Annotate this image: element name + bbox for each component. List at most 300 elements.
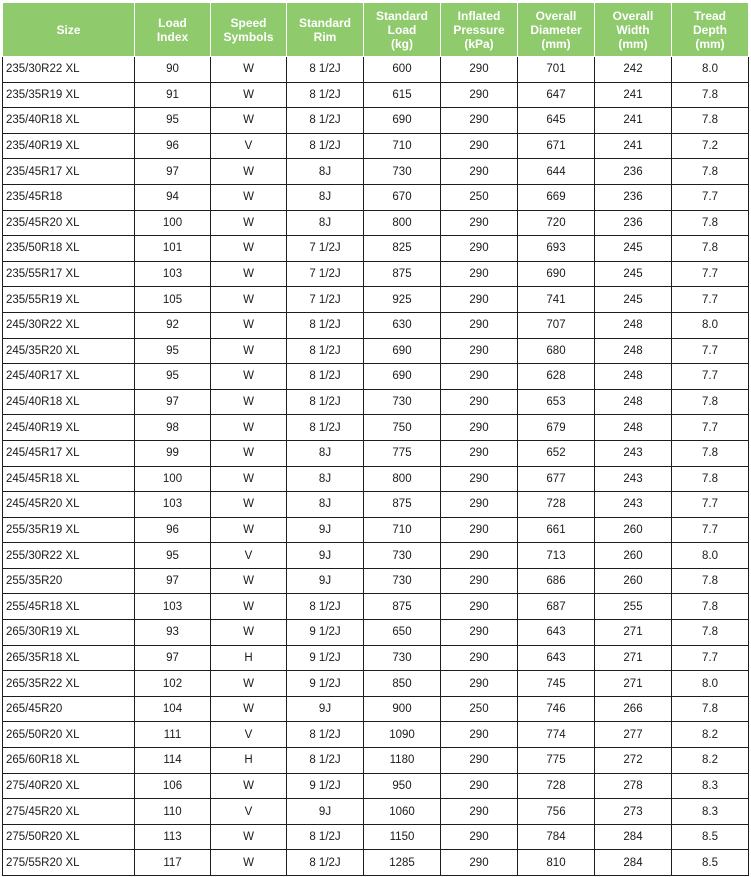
- cell-overall-width: 248: [595, 415, 672, 441]
- cell-standard-load: 650: [364, 620, 441, 646]
- column-header-overall-width: [595, 3, 672, 57]
- cell-inflated-pressure: 290: [441, 108, 518, 134]
- cell-standard-rim: 9J: [287, 799, 364, 825]
- column-header-line: Load: [158, 15, 187, 30]
- table-row: [3, 287, 749, 313]
- cell-standard-load: 730: [364, 645, 441, 671]
- cell-overall-width: 243: [595, 440, 672, 466]
- column-header-standard-load: [364, 3, 441, 57]
- cell-standard-rim: 8 1/2J: [287, 338, 364, 364]
- table-row: [3, 620, 749, 646]
- cell-tread-depth: 8.0: [672, 312, 749, 338]
- cell-overall-diameter: 693: [518, 236, 595, 262]
- table-row: [3, 440, 749, 466]
- cell-load-index: 91: [135, 82, 211, 108]
- table-row: [3, 517, 749, 543]
- cell-overall-width: 243: [595, 492, 672, 518]
- cell-speed-symbols: W: [211, 108, 287, 134]
- cell-standard-load: 800: [364, 466, 441, 492]
- cell-load-index: 111: [135, 722, 211, 748]
- cell-overall-width: 245: [595, 236, 672, 262]
- column-header-line: Tread: [693, 8, 726, 23]
- cell-overall-diameter: 687: [518, 594, 595, 620]
- cell-load-index: 94: [135, 184, 211, 210]
- cell-size: 275/55R20 XL: [3, 850, 135, 876]
- cell-size: 245/30R22 XL: [3, 312, 135, 338]
- table-row: [3, 364, 749, 390]
- cell-standard-rim: 8 1/2J: [287, 57, 364, 83]
- cell-load-index: 97: [135, 389, 211, 415]
- cell-standard-rim: 8 1/2J: [287, 82, 364, 108]
- cell-speed-symbols: W: [211, 389, 287, 415]
- table-row: [3, 594, 749, 620]
- cell-tread-depth: 8.0: [672, 57, 749, 83]
- cell-speed-symbols: W: [211, 517, 287, 543]
- cell-overall-diameter: 643: [518, 645, 595, 671]
- cell-tread-depth: 7.8: [672, 236, 749, 262]
- cell-overall-diameter: 644: [518, 159, 595, 185]
- cell-size: 245/40R19 XL: [3, 415, 135, 441]
- table-row: [3, 568, 749, 594]
- cell-standard-load: 690: [364, 338, 441, 364]
- cell-overall-width: 241: [595, 82, 672, 108]
- column-header-line: Depth: [693, 22, 727, 37]
- table-row: [3, 389, 749, 415]
- cell-load-index: 95: [135, 338, 211, 364]
- cell-speed-symbols: W: [211, 850, 287, 876]
- cell-standard-rim: 7 1/2J: [287, 287, 364, 313]
- cell-standard-rim: 8J: [287, 159, 364, 185]
- column-header-line: Speed: [230, 15, 267, 30]
- cell-size: 235/40R18 XL: [3, 108, 135, 134]
- cell-tread-depth: 8.2: [672, 748, 749, 774]
- cell-load-index: 95: [135, 108, 211, 134]
- cell-inflated-pressure: 290: [441, 850, 518, 876]
- cell-overall-width: 272: [595, 748, 672, 774]
- cell-standard-load: 750: [364, 415, 441, 441]
- table-row: [3, 415, 749, 441]
- cell-standard-load: 670: [364, 184, 441, 210]
- cell-size: 235/50R18 XL: [3, 236, 135, 262]
- cell-size: 265/45R20: [3, 696, 135, 722]
- cell-tread-depth: 7.7: [672, 415, 749, 441]
- cell-size: 255/35R19 XL: [3, 517, 135, 543]
- cell-standard-rim: 8J: [287, 492, 364, 518]
- cell-inflated-pressure: 290: [441, 57, 518, 83]
- cell-size: 235/55R17 XL: [3, 261, 135, 287]
- cell-load-index: 95: [135, 543, 211, 569]
- cell-standard-load: 1060: [364, 799, 441, 825]
- cell-speed-symbols: W: [211, 466, 287, 492]
- table-body: [3, 57, 749, 876]
- cell-inflated-pressure: 290: [441, 620, 518, 646]
- cell-overall-width: 236: [595, 184, 672, 210]
- cell-standard-load: 730: [364, 159, 441, 185]
- cell-tread-depth: 8.5: [672, 850, 749, 876]
- column-header-line: (mm): [618, 36, 648, 51]
- table-row: [3, 338, 749, 364]
- cell-inflated-pressure: 290: [441, 748, 518, 774]
- table-header-row: [3, 3, 749, 57]
- cell-inflated-pressure: 290: [441, 466, 518, 492]
- cell-size: 245/40R17 XL: [3, 364, 135, 390]
- cell-tread-depth: 7.8: [672, 159, 749, 185]
- cell-standard-load: 730: [364, 543, 441, 569]
- cell-speed-symbols: W: [211, 415, 287, 441]
- cell-inflated-pressure: 290: [441, 364, 518, 390]
- cell-standard-load: 950: [364, 773, 441, 799]
- cell-overall-diameter: 713: [518, 543, 595, 569]
- cell-standard-rim: 9 1/2J: [287, 645, 364, 671]
- cell-load-index: 113: [135, 824, 211, 850]
- cell-overall-width: 245: [595, 287, 672, 313]
- table-row: [3, 492, 749, 518]
- cell-speed-symbols: H: [211, 748, 287, 774]
- cell-standard-load: 825: [364, 236, 441, 262]
- cell-load-index: 106: [135, 773, 211, 799]
- cell-load-index: 117: [135, 850, 211, 876]
- cell-load-index: 97: [135, 568, 211, 594]
- cell-tread-depth: 7.8: [672, 440, 749, 466]
- cell-speed-symbols: W: [211, 620, 287, 646]
- cell-overall-width: 243: [595, 466, 672, 492]
- cell-standard-load: 710: [364, 517, 441, 543]
- cell-inflated-pressure: 290: [441, 594, 518, 620]
- table-row: [3, 108, 749, 134]
- cell-overall-diameter: 679: [518, 415, 595, 441]
- column-header-line: (kg): [391, 36, 413, 51]
- cell-overall-width: 236: [595, 210, 672, 236]
- cell-standard-rim: 9J: [287, 543, 364, 569]
- cell-tread-depth: 7.8: [672, 82, 749, 108]
- cell-size: 245/40R18 XL: [3, 389, 135, 415]
- table-row: [3, 671, 749, 697]
- cell-inflated-pressure: 290: [441, 236, 518, 262]
- cell-overall-diameter: 677: [518, 466, 595, 492]
- cell-standard-rim: 9J: [287, 517, 364, 543]
- cell-tread-depth: 7.7: [672, 261, 749, 287]
- cell-tread-depth: 8.5: [672, 824, 749, 850]
- cell-load-index: 103: [135, 261, 211, 287]
- cell-overall-diameter: 671: [518, 133, 595, 159]
- cell-standard-rim: 8 1/2J: [287, 133, 364, 159]
- table-row: [3, 824, 749, 850]
- cell-speed-symbols: W: [211, 568, 287, 594]
- cell-standard-load: 630: [364, 312, 441, 338]
- cell-standard-load: 690: [364, 364, 441, 390]
- cell-speed-symbols: W: [211, 594, 287, 620]
- cell-inflated-pressure: 290: [441, 312, 518, 338]
- cell-standard-load: 875: [364, 594, 441, 620]
- cell-standard-load: 600: [364, 57, 441, 83]
- cell-overall-diameter: 628: [518, 364, 595, 390]
- cell-overall-diameter: 652: [518, 440, 595, 466]
- cell-load-index: 92: [135, 312, 211, 338]
- cell-speed-symbols: W: [211, 261, 287, 287]
- cell-tread-depth: 7.7: [672, 645, 749, 671]
- cell-load-index: 101: [135, 236, 211, 262]
- cell-overall-width: 271: [595, 620, 672, 646]
- column-header-line: Standard: [298, 15, 351, 30]
- cell-tread-depth: 7.7: [672, 287, 749, 313]
- column-header-line: Inflated: [457, 8, 501, 23]
- column-header-line: (mm): [541, 36, 571, 51]
- cell-speed-symbols: W: [211, 364, 287, 390]
- cell-overall-diameter: 810: [518, 850, 595, 876]
- cell-overall-diameter: 661: [518, 517, 595, 543]
- cell-size: 255/30R22 XL: [3, 543, 135, 569]
- cell-size: 275/45R20 XL: [3, 799, 135, 825]
- cell-speed-symbols: V: [211, 722, 287, 748]
- cell-size: 245/45R20 XL: [3, 492, 135, 518]
- cell-standard-load: 875: [364, 261, 441, 287]
- cell-standard-rim: 9 1/2J: [287, 773, 364, 799]
- cell-overall-diameter: 745: [518, 671, 595, 697]
- table-row: [3, 543, 749, 569]
- cell-inflated-pressure: 290: [441, 261, 518, 287]
- cell-standard-rim: 8 1/2J: [287, 108, 364, 134]
- column-header-line: (mm): [695, 36, 725, 51]
- cell-overall-diameter: 728: [518, 773, 595, 799]
- column-header-line: Load: [387, 22, 417, 37]
- cell-load-index: 103: [135, 492, 211, 518]
- cell-standard-rim: 9J: [287, 568, 364, 594]
- cell-size: 275/40R20 XL: [3, 773, 135, 799]
- cell-load-index: 98: [135, 415, 211, 441]
- cell-tread-depth: 7.7: [672, 492, 749, 518]
- cell-speed-symbols: W: [211, 773, 287, 799]
- cell-speed-symbols: V: [211, 799, 287, 825]
- cell-inflated-pressure: 290: [441, 824, 518, 850]
- cell-tread-depth: 7.7: [672, 517, 749, 543]
- cell-overall-diameter: 690: [518, 261, 595, 287]
- cell-tread-depth: 7.8: [672, 696, 749, 722]
- cell-overall-diameter: 720: [518, 210, 595, 236]
- cell-overall-width: 260: [595, 543, 672, 569]
- cell-tread-depth: 7.7: [672, 364, 749, 390]
- cell-speed-symbols: W: [211, 440, 287, 466]
- tire-spec-table-container: [2, 2, 749, 876]
- table-row: [3, 850, 749, 876]
- cell-load-index: 93: [135, 620, 211, 646]
- cell-speed-symbols: W: [211, 287, 287, 313]
- cell-overall-diameter: 775: [518, 748, 595, 774]
- cell-overall-width: 255: [595, 594, 672, 620]
- cell-standard-rim: 8 1/2J: [287, 389, 364, 415]
- cell-inflated-pressure: 290: [441, 210, 518, 236]
- cell-tread-depth: 7.8: [672, 466, 749, 492]
- column-header-line: Overall: [612, 8, 654, 23]
- cell-inflated-pressure: 290: [441, 440, 518, 466]
- cell-standard-load: 1150: [364, 824, 441, 850]
- cell-speed-symbols: W: [211, 312, 287, 338]
- cell-load-index: 110: [135, 799, 211, 825]
- table-row: [3, 159, 749, 185]
- cell-standard-rim: 8 1/2J: [287, 364, 364, 390]
- cell-tread-depth: 8.0: [672, 543, 749, 569]
- cell-tread-depth: 7.8: [672, 620, 749, 646]
- cell-standard-rim: 9 1/2J: [287, 671, 364, 697]
- cell-size: 235/30R22 XL: [3, 57, 135, 83]
- cell-overall-width: 248: [595, 312, 672, 338]
- cell-inflated-pressure: 290: [441, 82, 518, 108]
- cell-size: 235/45R18: [3, 184, 135, 210]
- table-row: [3, 82, 749, 108]
- cell-inflated-pressure: 290: [441, 671, 518, 697]
- cell-standard-load: 615: [364, 82, 441, 108]
- cell-tread-depth: 7.8: [672, 210, 749, 236]
- cell-overall-diameter: 686: [518, 568, 595, 594]
- cell-inflated-pressure: 290: [441, 159, 518, 185]
- cell-load-index: 99: [135, 440, 211, 466]
- cell-speed-symbols: V: [211, 543, 287, 569]
- cell-inflated-pressure: 290: [441, 415, 518, 441]
- cell-speed-symbols: W: [211, 338, 287, 364]
- table-row: [3, 773, 749, 799]
- cell-overall-width: 260: [595, 517, 672, 543]
- cell-load-index: 95: [135, 364, 211, 390]
- cell-load-index: 96: [135, 133, 211, 159]
- cell-load-index: 104: [135, 696, 211, 722]
- cell-inflated-pressure: 290: [441, 389, 518, 415]
- cell-standard-load: 1285: [364, 850, 441, 876]
- table-row: [3, 696, 749, 722]
- column-header-inflated-pressure: [441, 3, 518, 57]
- cell-standard-load: 925: [364, 287, 441, 313]
- cell-size: 235/45R17 XL: [3, 159, 135, 185]
- cell-standard-load: 775: [364, 440, 441, 466]
- cell-overall-width: 271: [595, 645, 672, 671]
- cell-overall-diameter: 728: [518, 492, 595, 518]
- cell-size: 255/35R20: [3, 568, 135, 594]
- cell-size: 265/30R19 XL: [3, 620, 135, 646]
- table-row: [3, 57, 749, 83]
- cell-speed-symbols: W: [211, 236, 287, 262]
- cell-overall-diameter: 746: [518, 696, 595, 722]
- table-row: [3, 466, 749, 492]
- column-header-line: Rim: [313, 29, 337, 44]
- cell-speed-symbols: W: [211, 696, 287, 722]
- cell-speed-symbols: W: [211, 210, 287, 236]
- cell-inflated-pressure: 290: [441, 645, 518, 671]
- cell-standard-load: 800: [364, 210, 441, 236]
- cell-overall-diameter: 741: [518, 287, 595, 313]
- column-header-line: Standard: [375, 8, 428, 23]
- cell-tread-depth: 7.7: [672, 338, 749, 364]
- cell-load-index: 102: [135, 671, 211, 697]
- cell-load-index: 103: [135, 594, 211, 620]
- cell-speed-symbols: V: [211, 133, 287, 159]
- cell-overall-diameter: 680: [518, 338, 595, 364]
- cell-overall-width: 271: [595, 671, 672, 697]
- column-header-line: Symbols: [223, 29, 274, 44]
- column-header-overall-diameter: [518, 3, 595, 57]
- table-row: [3, 261, 749, 287]
- cell-overall-width: 260: [595, 568, 672, 594]
- cell-tread-depth: 7.7: [672, 184, 749, 210]
- cell-speed-symbols: W: [211, 159, 287, 185]
- cell-load-index: 105: [135, 287, 211, 313]
- cell-overall-width: 242: [595, 57, 672, 83]
- cell-standard-rim: 8 1/2J: [287, 748, 364, 774]
- column-header-load-index: [135, 3, 211, 57]
- cell-tread-depth: 8.3: [672, 799, 749, 825]
- cell-overall-width: 277: [595, 722, 672, 748]
- cell-overall-diameter: 669: [518, 184, 595, 210]
- table-row: [3, 184, 749, 210]
- cell-size: 265/35R18 XL: [3, 645, 135, 671]
- cell-overall-width: 266: [595, 696, 672, 722]
- column-header-line: Overall: [535, 8, 577, 23]
- cell-standard-load: 690: [364, 108, 441, 134]
- cell-size: 275/50R20 XL: [3, 824, 135, 850]
- column-header-line: Pressure: [453, 22, 505, 37]
- cell-overall-diameter: 707: [518, 312, 595, 338]
- cell-size: 245/45R18 XL: [3, 466, 135, 492]
- cell-speed-symbols: W: [211, 824, 287, 850]
- cell-size: 245/45R17 XL: [3, 440, 135, 466]
- cell-inflated-pressure: 290: [441, 773, 518, 799]
- cell-standard-rim: 8 1/2J: [287, 824, 364, 850]
- column-header-line: Width: [616, 22, 650, 37]
- cell-standard-rim: 8 1/2J: [287, 850, 364, 876]
- cell-standard-rim: 8 1/2J: [287, 594, 364, 620]
- column-header-line: Size: [56, 22, 81, 37]
- cell-speed-symbols: W: [211, 184, 287, 210]
- cell-inflated-pressure: 290: [441, 492, 518, 518]
- cell-overall-diameter: 774: [518, 722, 595, 748]
- cell-load-index: 100: [135, 466, 211, 492]
- cell-inflated-pressure: 290: [441, 517, 518, 543]
- column-header-standard-rim: [287, 3, 364, 57]
- cell-tread-depth: 7.2: [672, 133, 749, 159]
- cell-overall-width: 245: [595, 261, 672, 287]
- cell-overall-width: 273: [595, 799, 672, 825]
- cell-standard-load: 1180: [364, 748, 441, 774]
- cell-speed-symbols: H: [211, 645, 287, 671]
- cell-standard-rim: 7 1/2J: [287, 261, 364, 287]
- cell-standard-rim: 8J: [287, 466, 364, 492]
- cell-load-index: 97: [135, 159, 211, 185]
- table-row: [3, 645, 749, 671]
- cell-inflated-pressure: 290: [441, 568, 518, 594]
- cell-standard-load: 730: [364, 389, 441, 415]
- cell-standard-rim: 7 1/2J: [287, 236, 364, 262]
- cell-overall-diameter: 653: [518, 389, 595, 415]
- cell-overall-width: 248: [595, 338, 672, 364]
- cell-size: 245/35R20 XL: [3, 338, 135, 364]
- cell-speed-symbols: W: [211, 57, 287, 83]
- cell-inflated-pressure: 290: [441, 543, 518, 569]
- cell-overall-width: 284: [595, 824, 672, 850]
- cell-standard-load: 875: [364, 492, 441, 518]
- column-header-size: [3, 3, 135, 57]
- cell-tread-depth: 8.0: [672, 671, 749, 697]
- cell-load-index: 114: [135, 748, 211, 774]
- tire-spec-table: [2, 2, 749, 876]
- cell-tread-depth: 7.8: [672, 108, 749, 134]
- cell-inflated-pressure: 290: [441, 799, 518, 825]
- column-header-line: Index: [156, 29, 189, 44]
- cell-load-index: 96: [135, 517, 211, 543]
- cell-size: 265/35R22 XL: [3, 671, 135, 697]
- cell-standard-rim: 8J: [287, 210, 364, 236]
- cell-standard-rim: 9 1/2J: [287, 620, 364, 646]
- cell-size: 235/45R20 XL: [3, 210, 135, 236]
- cell-overall-width: 284: [595, 850, 672, 876]
- table-row: [3, 133, 749, 159]
- cell-tread-depth: 7.8: [672, 568, 749, 594]
